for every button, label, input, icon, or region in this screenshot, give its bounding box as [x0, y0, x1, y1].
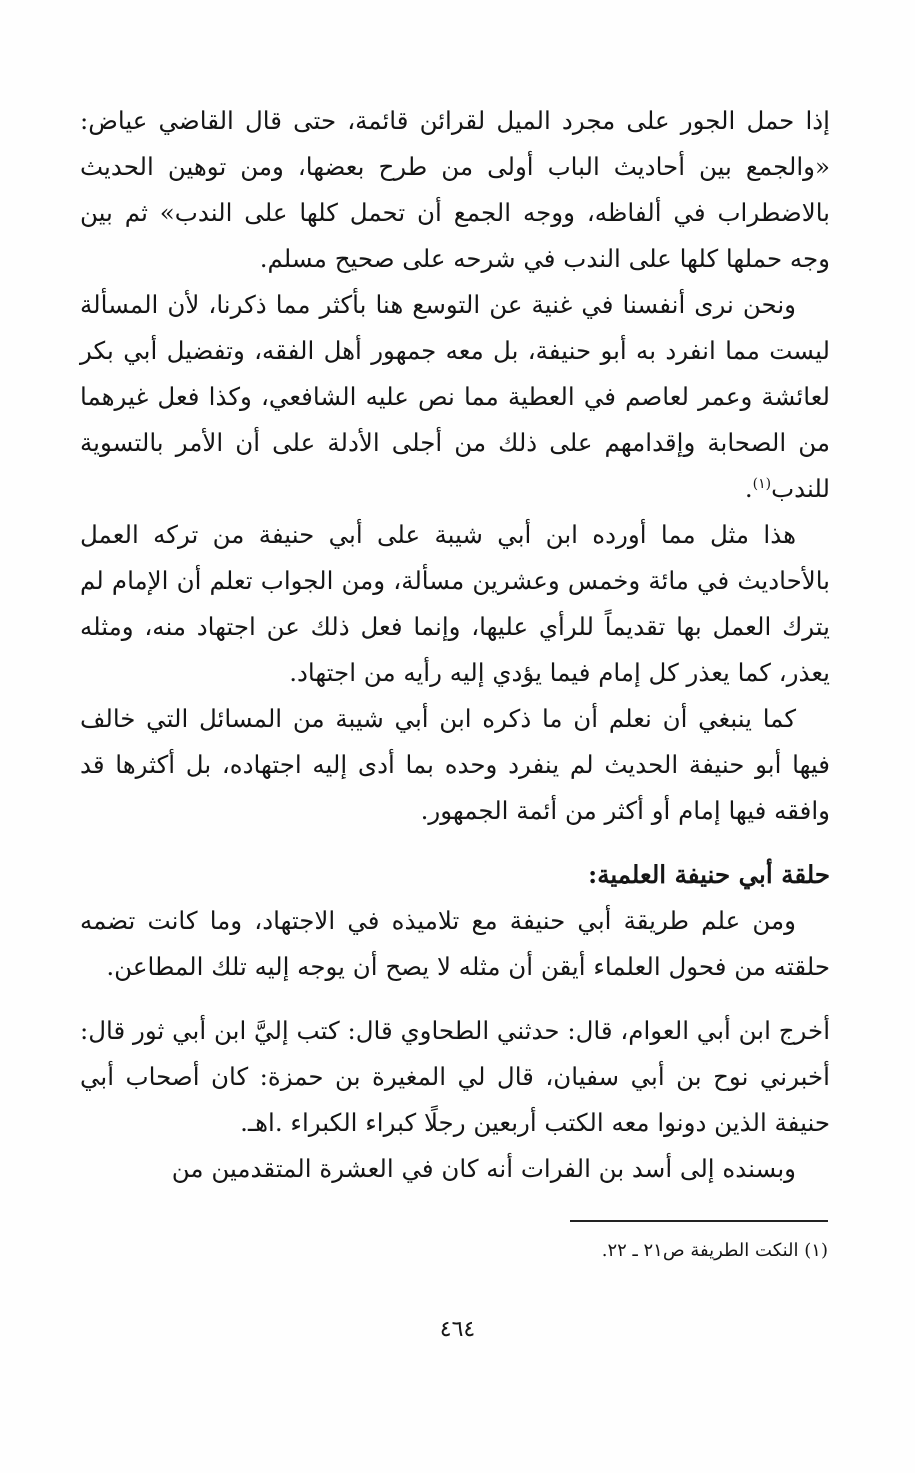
- paragraph-7: [80, 1146, 830, 1192]
- paragraph-5: [80, 898, 830, 990]
- paragraph-4-text: كما ينبغي أن نعلم أن ما ذكره ابن أبي شيبة من المسائل التي خالف فيها أبو حنيفة الحديث لم ينفرد وحده بما أدى إليه اجتهاده، بل أكثرها قد وافقه فيها إمام أو أكثر من أئمة الجمهور.: [80, 704, 830, 825]
- paragraph-2: [80, 282, 830, 512]
- paragraph-4: [80, 696, 830, 834]
- section-heading-text: حلقة أبي حنيفة العلمية:: [588, 860, 830, 889]
- paragraph-3: [80, 512, 830, 696]
- paragraph-7-text: وبسنده إلى أسد بن الفرات أنه كان في العشرة المتقدمين من: [171, 1154, 796, 1183]
- page-number: ٤٦٤: [439, 1317, 476, 1342]
- paragraph-1-text: إذا حمل الجور على مجرد الميل لقرائن قائمة، حتى قال القاضي عياض: «والجمع بين أحاديث الباب أولى من طرح بعضها، ومن توهين الحديث بالاضطراب في ألفاظه، ووجه الجمع أن تحمل كلها على الندب» ثم بين وجه حملها كلها على الندب في شرحه على صحيح مسلم.: [80, 106, 830, 273]
- footnote-text: (١) النكت الطريفة ص٢١ ـ ٢٢.: [601, 1240, 828, 1261]
- footnote: [80, 1236, 828, 1266]
- paragraph-2-text: ونحن نرى أنفسنا في غنية عن التوسع هنا بأكثر مما ذكرنا، لأن المسألة ليست مما انفرد به أبو حنيفة، بل معه جمهور أهل الفقه، وتفضيل أبي بكر لعائشة وعمر لعاصم في العطية مما نص عليه الشافعي، وكذا فعل غيرهما من الصحابة وإقدامهم على ذلك من أجلى الأدلة على أن الأمر بالتسوية للندب: [80, 290, 830, 503]
- paragraph-6: [80, 1008, 830, 1146]
- paragraph-3-text: هذا مثل مما أورده ابن أبي شيبة على أبي حنيفة من تركه العمل بالأحاديث في مائة وخمس وعشرين مسألة، ومن الجواب تعلم أن الإمام لم يترك العمل بها تقديماً للرأي عليها، وإنما فعل ذلك عن اجتهاد منه، ومثله يعذر، كما يعذر كل إمام فيما يؤدي إليه رأيه من اجتهاد.: [80, 520, 830, 687]
- paragraph-2-end: .: [744, 474, 753, 503]
- paragraph-6-text: أخرج ابن أبي العوام، قال: حدثني الطحاوي قال: كتب إليَّ ابن أبي ثور قال: أخبرني نوح بن أبي سفيان، قال لي المغيرة بن حمزة: كان أصحاب أبي حنيفة الذين دونوا معه الكتب أربعين رجلًا كبراء الكبراء .اهـ.: [80, 1016, 830, 1137]
- footnote-reference: (١): [752, 475, 772, 492]
- paragraph-1: [80, 98, 830, 282]
- paragraph-5-text: ومن علم طريقة أبي حنيفة مع تلاميذه في الاجتهاد، وما كانت تضمه حلقته من فحول العلماء أيقن أن مثله لا يصح أن يوجه إليه تلك المطاعن.: [80, 906, 830, 981]
- section-heading: [80, 852, 830, 898]
- paragraph-2-body: [80, 282, 830, 512]
- footnote-divider: [570, 1220, 828, 1222]
